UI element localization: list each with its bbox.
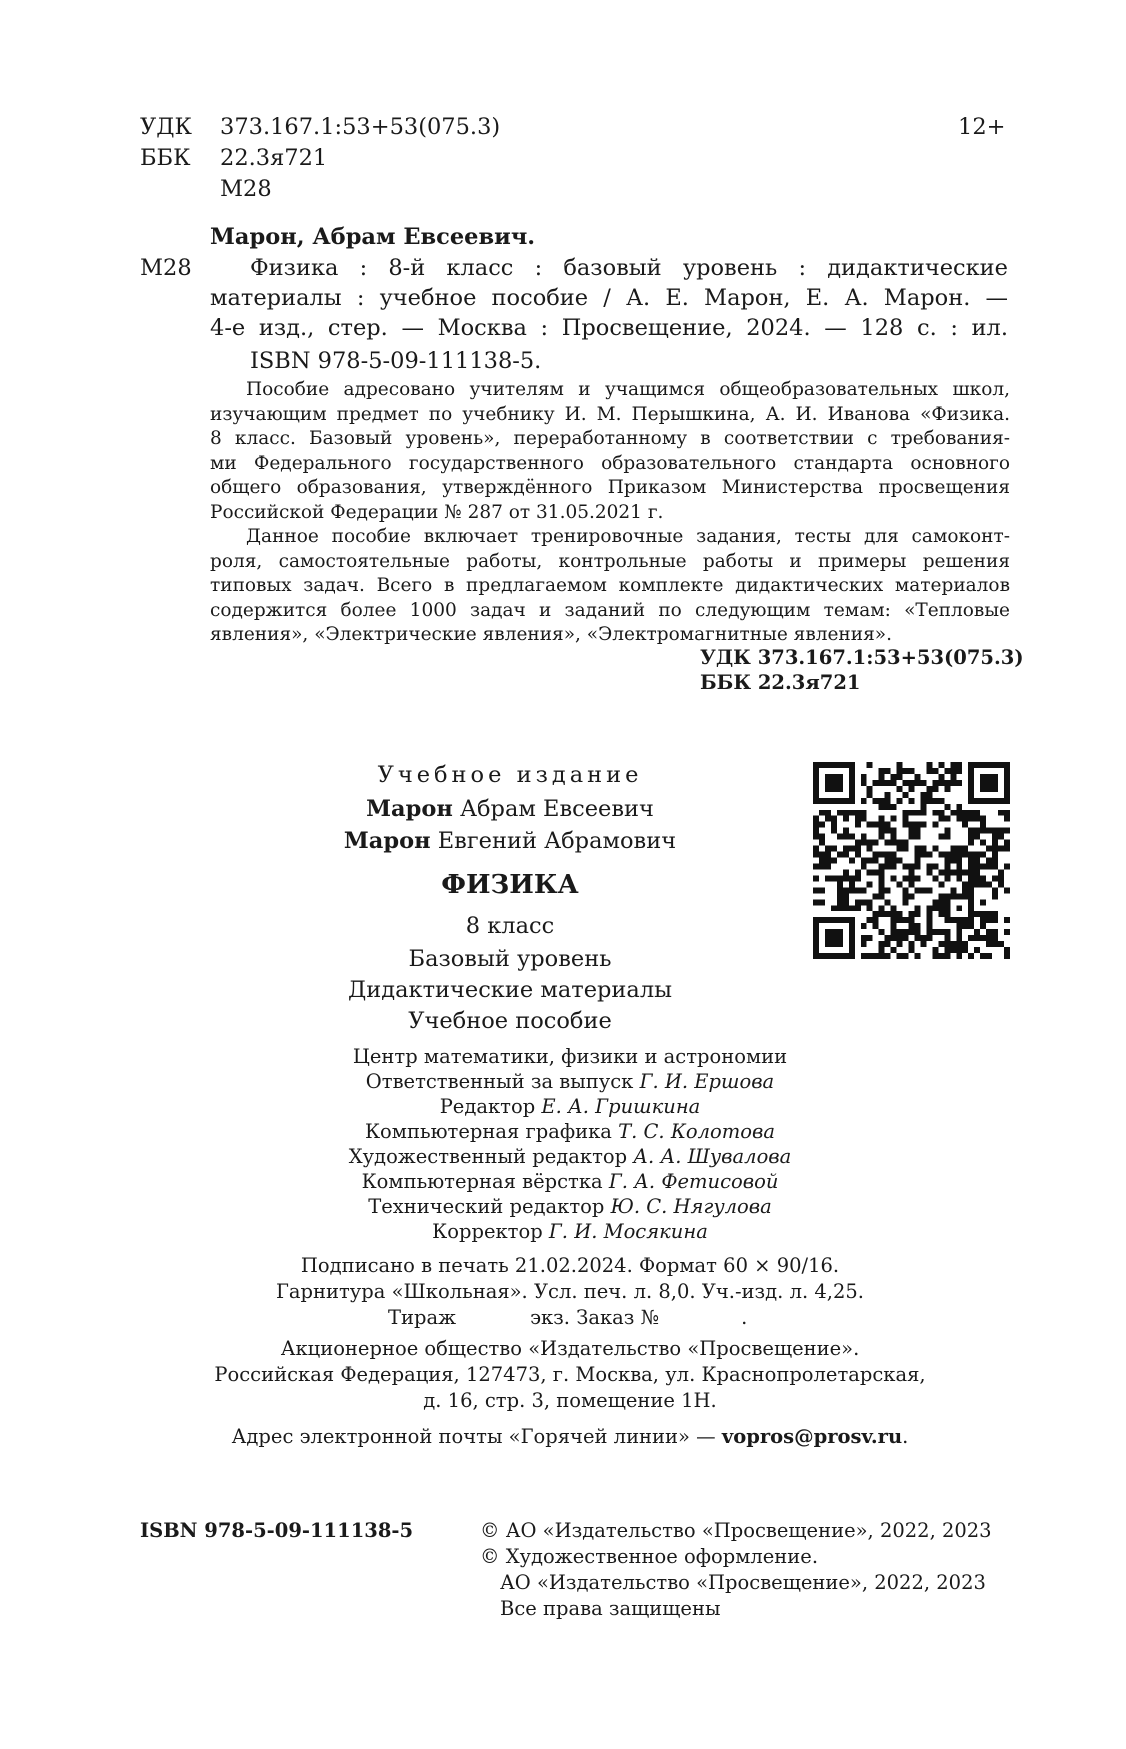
order-end: . [741, 1306, 748, 1329]
edition-type: Учебное издание [377, 762, 643, 788]
credit-role: Корректор [432, 1220, 549, 1243]
credit-role: Редактор [439, 1095, 542, 1118]
bbk-value: 22.3я721 [220, 145, 328, 171]
author-2-name: Евгений Абрамович [430, 828, 677, 854]
credit-name: А. А. Шувалова [633, 1145, 792, 1168]
print-info-line-3 [210, 1305, 930, 1331]
udk-value: 373.167.1:53+53(075.3) [220, 114, 501, 140]
print-info [210, 1253, 930, 1331]
annotation-line: явления», «Электрические явления», «Электромагнитные явления». [210, 624, 892, 645]
author-sign: М28 [220, 176, 272, 202]
annotation-line: типовых задач. Всего в предлагаемом комплекте дидактических материалов [210, 575, 1010, 596]
credit-role: Ответственный за выпуск [365, 1070, 640, 1093]
email-label: Адрес электронной почты «Горячей линии» — [231, 1425, 722, 1448]
print-info-line-1: Подписано в печать 21.02.2024. Формат 60 × 90/16. [300, 1254, 840, 1277]
publisher [190, 1336, 950, 1450]
credit-role: Компьютерная графика [364, 1120, 619, 1143]
annotation-line: изучающим предмет по учебнику И. М. Перышкина, А. И. Иванова «Физика. [210, 403, 1010, 425]
credit-name: Ю. С. Нягулова [610, 1195, 772, 1218]
annotation-line: общего образования, утверждённого Приказом Министерства просвещения [210, 477, 1010, 498]
copyright-line-1: © АО «Издательство «Просвещение», 2022, 2023 [480, 1519, 992, 1542]
credit-role: Художественный редактор [348, 1145, 634, 1168]
book-kind: Дидактические материалы [347, 977, 673, 1003]
book-category: Учебное пособие [408, 1008, 612, 1034]
author-1 [210, 796, 810, 822]
publisher-line-1: Акционерное общество «Издательство «Просвещение». [280, 1337, 860, 1360]
age-rating: 12+ [958, 114, 1006, 140]
bbk-footer: ББК 22.3я721 [700, 671, 861, 694]
copyright-line-2: © Художественное оформление. [480, 1545, 819, 1568]
author-1-name: Абрам Евсеевич [452, 796, 654, 822]
credit-name: Т. С. Колотова [618, 1120, 776, 1143]
credit-name: Г. А. Фетисовой [608, 1170, 779, 1193]
grade: 8 класс [465, 913, 555, 939]
catalog-line-2: материалы : учебное пособие / А. Е. Марон, Е. А. Марон. — [210, 285, 1008, 311]
annotation-line: ми Федерального государственного образовательного стандарта основного [210, 452, 1010, 474]
catalog-isbn: ISBN 978-5-09-111138-5. [250, 348, 542, 374]
annotation-line: Данное пособие включает тренировочные задания, тесты для самоконт- [246, 526, 1010, 547]
annotation-paragraph-2 [210, 525, 1010, 648]
email-end: . [902, 1425, 909, 1448]
author-1-surname: Марон [366, 796, 453, 822]
annotation-line: содержится более 1000 задач и заданий по следующим темам: «Тепловые [210, 599, 1010, 621]
catalog-line-3: 4-е изд., стер. — Москва : Просвещение, 2024. — 128 с. : ил. [210, 315, 1008, 341]
hotline-email-line [190, 1424, 950, 1450]
annotation-line: роля, самостоятельные работы, контрольные работы и примеры решения [210, 550, 1010, 572]
publisher-line-2: Российская Федерация, 127473, г. Москва, ул. Краснопролетарская, [214, 1363, 926, 1386]
hotline-email-link[interactable]: vopros@prosv.ru [721, 1425, 903, 1448]
book-title: ФИЗИКА [441, 870, 579, 900]
level: Базовый уровень [408, 946, 612, 972]
credit-name: Г. И. Мосякина [548, 1220, 708, 1243]
credit-line [210, 1069, 930, 1094]
catalog-sign: М28 [140, 255, 192, 281]
order-label: экз. Заказ № [530, 1306, 660, 1329]
footer-isbn: ISBN 978-5-09-111138-5 [140, 1519, 414, 1542]
annotation-line: 8 класс. Базовый уровень», переработанному в соответствии с требования- [210, 428, 1010, 449]
qr-code-icon [813, 762, 1010, 959]
author-2 [210, 828, 810, 854]
udk-label: УДК [140, 114, 192, 140]
credit-name: Г. И. Ершова [639, 1070, 775, 1093]
author-2-surname: Марон [343, 828, 431, 854]
credit-line [210, 1119, 930, 1144]
bbk-label: ББК [140, 145, 191, 171]
copyright-line-4: Все права защищены [500, 1597, 721, 1620]
annotation-line: Пособие адресовано учителям и учащимся общеобразовательных школ, [246, 379, 1010, 400]
credit-name: Е. А. Гришкина [541, 1095, 701, 1118]
catalog-line-1: Физика : 8-й класс : базовый уровень : дидактические [250, 255, 1008, 281]
udk-footer: УДК 373.167.1:53+53(075.3) [700, 646, 1024, 669]
credits [210, 1044, 930, 1244]
catalog-author-heading: Марон, Абрам Евсеевич. [210, 224, 536, 250]
credit-role: Центр математики, физики и астрономии [352, 1045, 788, 1068]
copyright-line-3: АО «Издательство «Просвещение», 2022, 2023 [500, 1571, 986, 1594]
print-run-label: Тираж [388, 1306, 457, 1329]
print-info-line-2: Гарнитура «Школьная». Усл. печ. л. 8,0. Уч.-изд. л. 4,25. [276, 1280, 864, 1303]
credit-role: Технический редактор [368, 1195, 611, 1218]
credit-line [210, 1219, 930, 1244]
publisher-line-3: д. 16, стр. 3, помещение 1Н. [423, 1389, 717, 1412]
credit-line [210, 1044, 930, 1069]
credit-line [210, 1144, 930, 1169]
annotation [210, 378, 1010, 648]
credit-role: Компьютерная вёрстка [361, 1170, 609, 1193]
annotation-paragraph-1 [210, 378, 1010, 525]
credit-line [210, 1094, 930, 1119]
annotation-line: Российской Федерации № 287 от 31.05.2021 г. [210, 501, 664, 523]
credit-line [210, 1169, 930, 1194]
credit-line [210, 1194, 930, 1219]
